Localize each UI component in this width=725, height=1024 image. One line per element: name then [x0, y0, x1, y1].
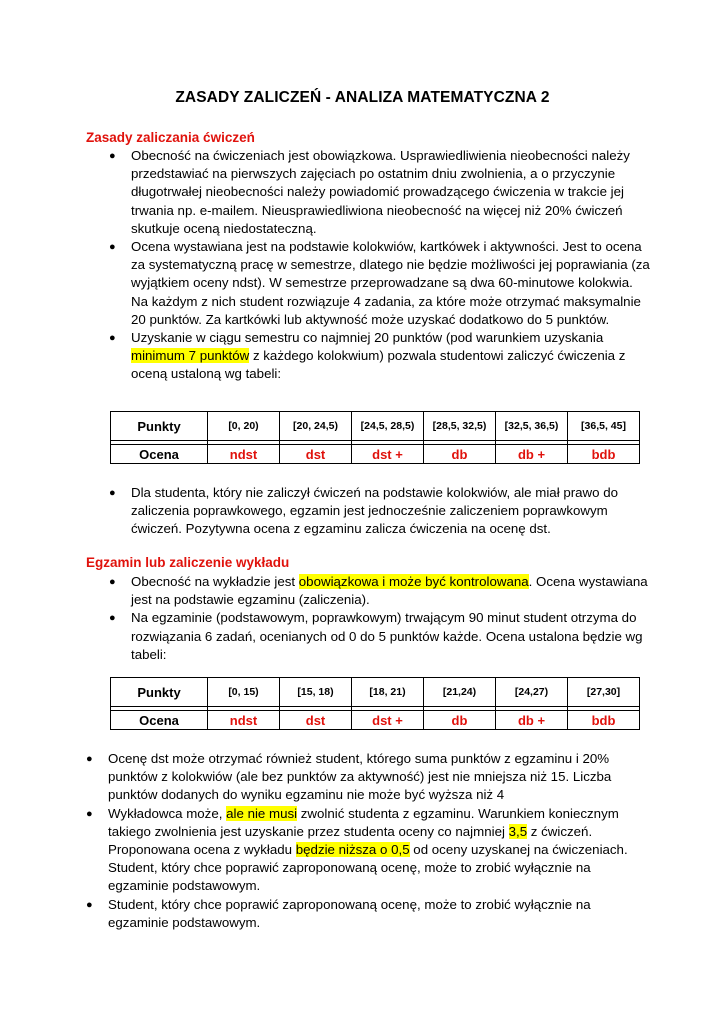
- table-cell: ndst: [208, 711, 280, 730]
- list-item: ● Dla studenta, który nie zaliczył ćwiczeń na podstawie kolokwiów, ale miał prawo do zaliczenia poprawkowego, egzamin jest jednocześnie zaliczeniem poprawkowym ćwiczeń. Pozytywna ocena z egzaminu zalicza ćwiczenia na ocenę dst.: [109, 485, 619, 537]
- table-cell: bdb: [568, 445, 640, 464]
- section-heading-lecture: Egzamin lub zaliczenie wykładu: [86, 555, 290, 570]
- table-label: Punkty: [111, 678, 208, 707]
- list-item: ● Ocena wystawiana jest na podstawie kolokwiów, kartkówek i aktywności. Jest to ocena za systematyczną pracę w semestrze, dlatego nie będzie możliwości jej poprawiania (za wyjątkiem oceny ndst). W semestrze przeprowadzane są dwa 60-minutowe kolokwia. Na każdym z nich student rozwiązuje 4 zadania, za które może otrzymać maksymalnie 20 punktów. Za kartkówki lub aktywność może uzyskać dodatkowo do 5 punktów.: [109, 239, 650, 327]
- bullet-icon: ●: [86, 753, 93, 765]
- exercise-retake-list: [109, 484, 651, 539]
- highlight: 3,5: [508, 823, 528, 839]
- bullet-icon: ●: [109, 576, 116, 588]
- list-item: ● Student, który chce poprawić zaproponowaną ocenę, może to zrobić wyłącznie na egzaminie podstawowym.: [86, 896, 591, 930]
- highlight: będzie niższa o 0,5: [295, 842, 410, 858]
- bullet-icon: ●: [109, 332, 116, 345]
- bullet-icon: ●: [109, 150, 116, 162]
- lecture-rules-list: [109, 573, 651, 664]
- table-cell: [24,27): [496, 678, 568, 707]
- table-row-points: [111, 412, 640, 441]
- list-item: ● Obecność na wykładzie jest obowiązkowa i może być kontrolowana. Ocena wystawiana jest na podstawie egzaminu (zaliczenia).: [109, 574, 648, 608]
- bullet-icon: ●: [86, 807, 93, 820]
- table-cell: ndst: [208, 445, 280, 464]
- table-cell: [20, 24,5): [280, 412, 352, 441]
- table-cell: [21,24): [424, 678, 496, 707]
- table-row-grades: [111, 445, 640, 464]
- list-item: ● Obecność na ćwiczeniach jest obowiązkowa. Usprawiedliwienia nieobecności należy przedstawiać na pierwszych zajęciach po ostatnim dniu zwolnienia, a o przyczynie długotrwałej nieobecności należy powiadomić prowadzącego ćwiczenia w trakcie jej trwania np. e-mailem. Nieusprawiedliwiona nieobecność na więcej niż 20% ćwiczeń skutkuje oceną niedostateczną.: [109, 148, 630, 236]
- list-item: ● Na egzaminie (podstawowym, poprawkowym) trwającym 90 minut student otrzyma do rozwiązania 6 zadań, ocenianych od 0 do 5 punktów każde. Ocena ustalona będzie wg tabeli:: [109, 610, 643, 662]
- exercise-rules-list: [109, 147, 651, 384]
- table-label: Ocena: [111, 711, 208, 730]
- table-cell: dst +: [352, 711, 424, 730]
- table-cell: [18, 21): [352, 678, 424, 707]
- table-cell: [15, 18): [280, 678, 352, 707]
- table-label: Ocena: [111, 445, 208, 464]
- list-item: ● Ocenę dst może otrzymać również student, którego suma punktów z egzaminu i 20% punktów z kolokwiów (ale bez punktów za aktywność) jest nie mniejsza niż 15. Liczba punktów dodanych do wyniku egzaminu nie może być wyższa niż 4: [86, 751, 612, 803]
- table-cell: db: [424, 711, 496, 730]
- table-cell: [24,5, 28,5): [352, 412, 424, 441]
- highlight: ale nie musi: [226, 805, 298, 821]
- table-cell: bdb: [568, 711, 640, 730]
- table-cell: [0, 15): [208, 678, 280, 707]
- exam-grade-table: [110, 677, 640, 730]
- bullet-icon: ●: [109, 241, 116, 254]
- list-item: ● Wykładowca może, ale nie musi zwolnić studenta z egzaminu. Warunkiem koniecznym takiego zwolnienia jest uzyskanie przez studenta oceny co najmniej 3,5 z ćwiczeń. Proponowana ocena z wykładu będzie niższa o 0,5 od oceny uzyskanej na ćwiczeniach. Student, który chce poprawić zaproponowaną ocenę, może to zrobić wyłącznie na egzaminie podstawowym.: [86, 805, 628, 894]
- table-cell: [28,5, 32,5): [424, 412, 496, 441]
- exam-notes-list: [86, 750, 653, 932]
- table-label: Punkty: [111, 412, 208, 441]
- table-cell: [0, 20): [208, 412, 280, 441]
- bullet-icon: ●: [109, 612, 116, 625]
- table-cell: db: [424, 445, 496, 464]
- table-cell: dst: [280, 445, 352, 464]
- table-cell: [32,5, 36,5): [496, 412, 568, 441]
- section-heading-exercises: Zasady zaliczania ćwiczeń: [86, 130, 255, 145]
- highlight: minimum 7 punktów: [131, 348, 250, 364]
- document-title: ZASADY ZALICZEŃ - ANALIZA MATEMATYCZNA 2: [175, 89, 550, 106]
- bullet-icon: ●: [109, 487, 116, 499]
- table-cell: [27,30]: [568, 678, 640, 707]
- table-cell: dst: [280, 711, 352, 730]
- table-row-points: [111, 678, 640, 707]
- table-cell: [36,5, 45]: [568, 412, 640, 441]
- exercise-grade-table: [110, 411, 640, 464]
- list-item: ● Uzyskanie w ciągu semestru co najmniej 20 punktów (pod warunkiem uzyskania minimum 7 punktów z każdego kolokwium) pozwala studentowi zaliczyć ćwiczenia z oceną ustaloną wg tabeli:: [109, 330, 626, 382]
- table-cell: db +: [496, 445, 568, 464]
- highlight: obowiązkowa i może być kontrolowana: [298, 574, 529, 589]
- table-row-grades: [111, 711, 640, 730]
- bullet-icon: ●: [86, 898, 93, 911]
- table-cell: dst +: [352, 445, 424, 464]
- table-cell: db +: [496, 711, 568, 730]
